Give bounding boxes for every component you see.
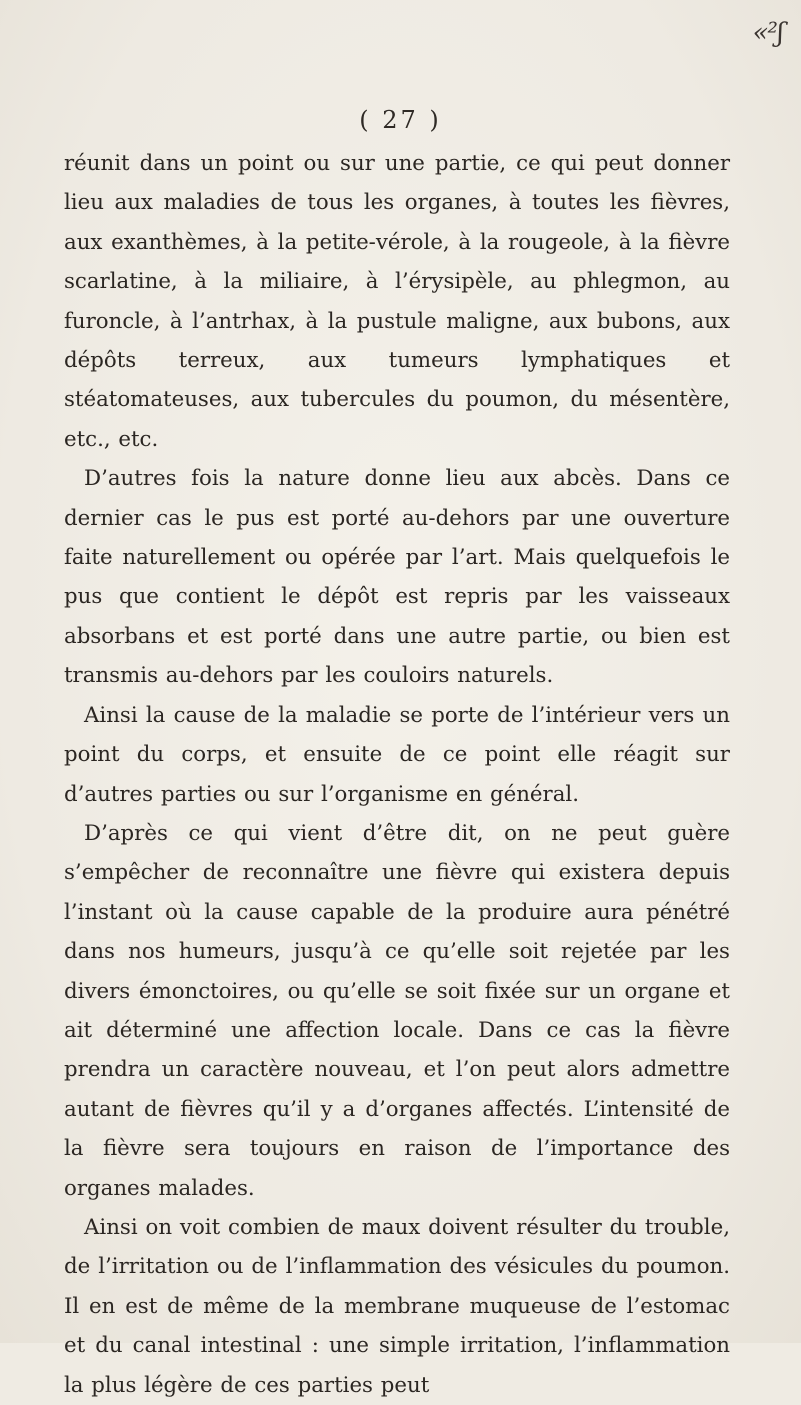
paragraph: Ainsi on voit combien de maux doivent résulter du trouble, de l’irritation ou de l’inflammation des vésicules du poumon. Il en est de même de la membrane muqueuse de l’estomac et du canal intestinal : une simple irritation, l’inflammation la plus légère de ces parties peut bbox=[64, 1214, 730, 1398]
archive-corner-mark: «²ʃ bbox=[752, 18, 783, 48]
paragraph: réunit dans un point ou sur une partie, ce qui peut donner lieu aux maladies de tous les organes, à toutes les fièvres, aux exanthèmes, à la petite-vérole, à la rougeole, à la fièvre scarlatine, à la miliaire, à l’érysipèle, au phlegmon, au furoncle, à l’antrhax, à la pustule maligne, aux bubons, aux dépôts terreux, aux tumeurs lymphatiques et stéatomateuses, aux tubercules du poumon, du mésentère, etc., etc. bbox=[64, 151, 730, 452]
paragraph: D’autres fois la nature donne lieu aux abcès. Dans ce dernier cas le pus est porté au-dehors par une ouverture faite naturellement ou opérée par l’art. Mais quelquefois le pus que contient le dépôt est repris par les vaisseaux absorbans et est porté dans une autre partie, ou bien est transmis au-dehors par les couloirs naturels. bbox=[64, 466, 730, 689]
paragraph: D’après ce qui vient d’être dit, on ne peut guère s’empêcher de reconnaître une fièvre qui existera depuis l’instant où la cause capable de la produire aura pénétré dans nos humeurs, jusqu’à ce qu’elle soit rejetée par les divers émonctoires, ou qu’elle se soit fixée sur un organe et ait déterminé une affection locale. Dans ce cas la fièvre prendra un caractère nouveau, et l’on peut alors admettre autant de fièvres qu’il y a d’organes affectés. L’intensité de la fièvre sera toujours en raison de l’importance des organes malades. bbox=[64, 820, 730, 1201]
paragraph: Ainsi la cause de la maladie se porte de l’intérieur vers un point du corps, et ensuite de ce point elle réagit sur d’autres parties ou sur l’organisme en général. bbox=[64, 702, 730, 807]
page-number: ( 27 ) bbox=[359, 106, 442, 134]
body-text bbox=[64, 144, 730, 1405]
